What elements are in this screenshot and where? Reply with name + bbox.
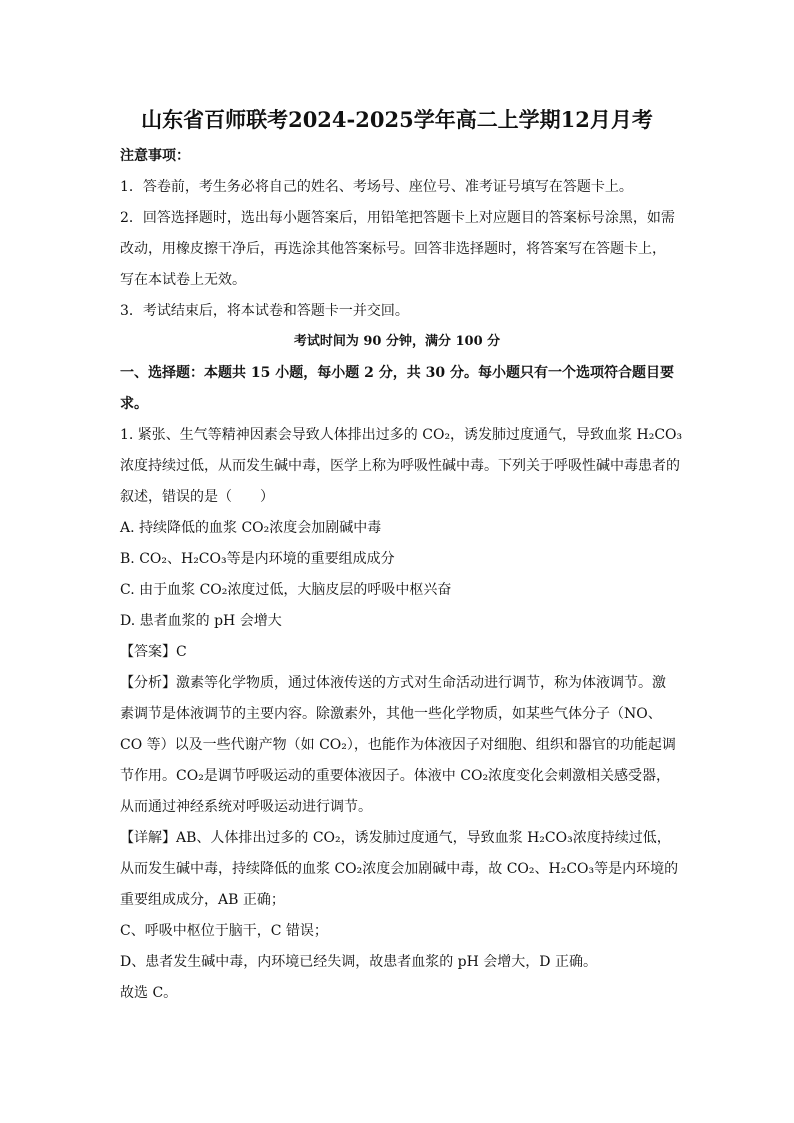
detail-line: D、患者发生碱中毒，内环境已经失调，故患者血浆的 pH 会增大，D 正确。 xyxy=(120,954,597,970)
analysis-line: 素调节是体液调节的主要内容。除激素外，其他一些化学物质，如某些气体分子（NO、 xyxy=(120,706,662,722)
section-heading: 一、选择题：本题共 15 小题，每小题 2 分，共 30 分。每小题只有一个选项符合题目要 xyxy=(120,365,674,381)
option-d: D. 患者血浆的 pH 会增大 xyxy=(120,613,282,629)
exam-title: 山东省百师联考2024-2025学年高二上学期12月月考 xyxy=(141,107,653,132)
detail-line: 故选 C。 xyxy=(120,985,178,1001)
detail-line: C、呼吸中枢位于脑干，C 错误； xyxy=(120,923,328,939)
notice-item: 写在本试卷上无效。 xyxy=(120,272,246,288)
analysis-line: 从而通过神经系统对呼吸运动进行调节。 xyxy=(120,799,372,815)
section-heading-cont: 求。 xyxy=(120,396,148,412)
detail-line: 【详解】AB、人体排出过多的 CO₂，诱发肺过度通气，导致血浆 H₂CO₃浓度持续过低， xyxy=(120,830,671,846)
question-stem: 1. 紧张、生气等精神因素会导致人体排出过多的 CO₂，诱发肺过度通气，导致血浆 H₂CO₃ xyxy=(120,427,683,443)
answer: 【答案】C xyxy=(120,644,187,660)
option-a: A. 持续降低的血浆 CO₂浓度会加剧碱中毒 xyxy=(120,520,382,536)
detail-line: 从而发生碱中毒，持续降低的血浆 CO₂浓度会加剧碱中毒，故 CO₂、H₂CO₃等是内环境的 xyxy=(120,861,679,877)
analysis-line: CO 等）以及一些代谢产物（如 CO₂），也能作为体液因子对细胞、组织和器官的功能起调 xyxy=(120,737,676,753)
option-c: C. 由于血浆 CO₂浓度过低，大脑皮层的呼吸中枢兴奋 xyxy=(120,582,452,598)
notice-item: 2．回答选择题时，选出每小题答案后，用铅笔把答题卡上对应题目的答案标号涂黑，如需 xyxy=(120,210,675,226)
notice-item: 3．考试结束后，将本试卷和答题卡一并交回。 xyxy=(120,303,409,319)
question-stem: 叙述，错误的是（ ） xyxy=(120,489,274,505)
question-stem: 浓度持续过低，从而发生碱中毒，医学上称为呼吸性碱中毒。下列关于呼吸性碱中毒患者的 xyxy=(120,458,680,474)
notice-item: 1．答卷前，考生务必将自己的姓名、考场号、座位号、准考证号填写在答题卡上。 xyxy=(120,179,633,195)
exam-info: 考试时间为 90 分钟，满分 100 分 xyxy=(293,334,501,349)
analysis-line: 节作用。CO₂是调节呼吸运动的重要体液因子。体液中 CO₂浓度变化会刺激相关感受器， xyxy=(120,768,671,784)
notice-heading: 注意事项： xyxy=(120,148,190,164)
detail-line: 重要组成成分，AB 正确； xyxy=(120,892,285,908)
analysis-line: 【分析】激素等化学物质，通过体液传送的方式对生命活动进行调节，称为体液调节。激 xyxy=(120,675,666,691)
notice-item: 改动，用橡皮擦干净后，再选涂其他答案标号。回答非选择题时，将答案写在答题卡上， xyxy=(120,241,666,257)
option-b: B. CO₂、H₂CO₃等是内环境的重要组成成分 xyxy=(120,551,395,567)
